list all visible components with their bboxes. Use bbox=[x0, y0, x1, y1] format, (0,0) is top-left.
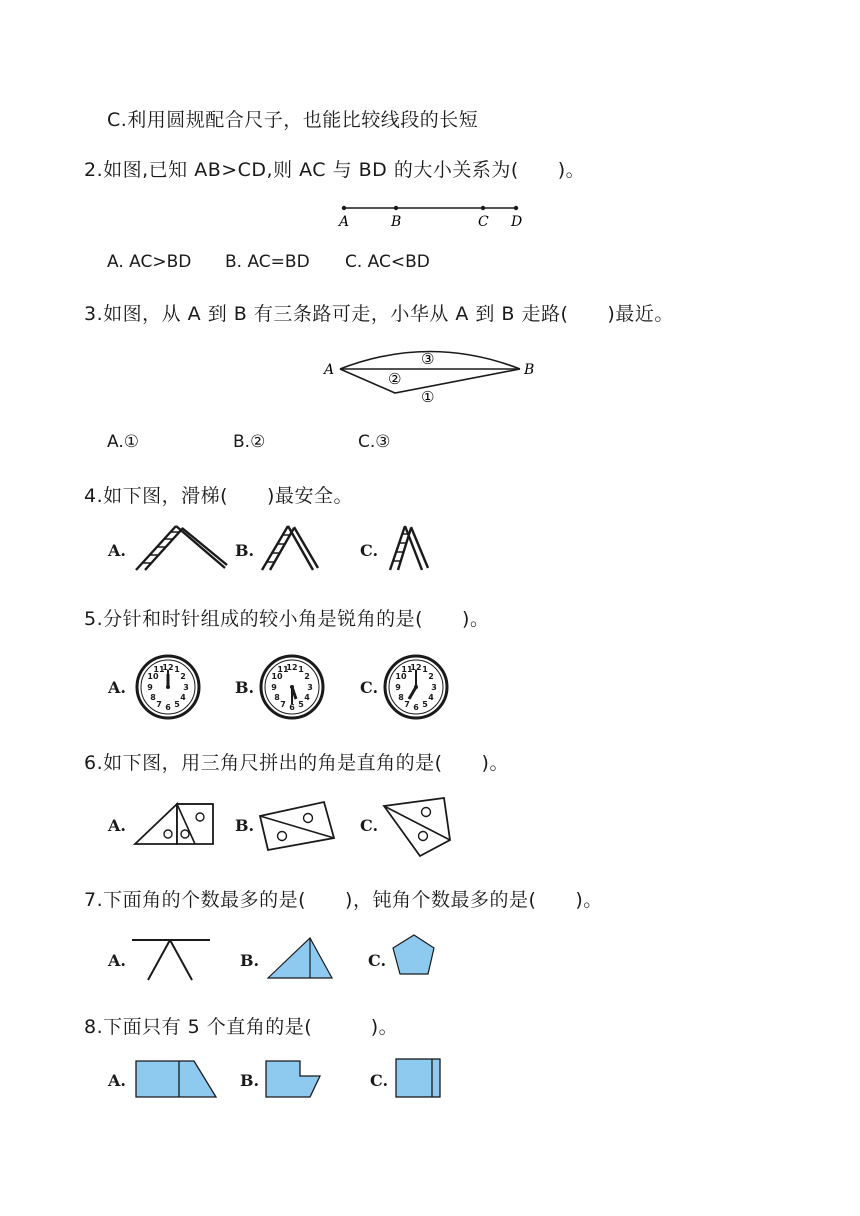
q7-label-a: A. bbox=[108, 951, 126, 970]
q6-stem: 6.如下图，用三角尺拼出的角是直角的是( )。 bbox=[84, 752, 509, 774]
q3-stem: 3.如图，从 A 到 B 有三条路可走，小华从 A 到 B 走路( )最近。 bbox=[84, 303, 674, 325]
svg-text:7: 7 bbox=[280, 700, 286, 709]
svg-text:3: 3 bbox=[307, 683, 313, 692]
svg-text:12: 12 bbox=[162, 663, 174, 672]
q7-stem: 7.下面角的个数最多的是( )，钝角个数最多的是( )。 bbox=[84, 889, 603, 911]
q8-label-a: A. bbox=[108, 1071, 126, 1090]
q4-stem: 4.如下图，滑梯( )最安全。 bbox=[84, 485, 353, 507]
svg-text:4: 4 bbox=[304, 693, 310, 702]
q3-point-a: A bbox=[324, 362, 335, 378]
svg-text:10: 10 bbox=[147, 672, 159, 681]
svg-text:1: 1 bbox=[298, 665, 304, 674]
clock-b-icon bbox=[259, 654, 325, 720]
svg-text:2: 2 bbox=[180, 672, 186, 681]
set-square-a-icon bbox=[133, 800, 217, 848]
q2-point-b: B bbox=[391, 214, 402, 230]
svg-text:7: 7 bbox=[404, 700, 410, 709]
clock-a-icon bbox=[135, 654, 201, 720]
slide-c-icon bbox=[384, 522, 432, 574]
q2-point-c: C bbox=[478, 214, 489, 230]
angles-a-icon bbox=[130, 934, 212, 984]
svg-text:2: 2 bbox=[304, 672, 310, 681]
svg-text:4: 4 bbox=[428, 693, 434, 702]
clock-c-icon bbox=[383, 654, 449, 720]
shape-a-icon bbox=[134, 1059, 220, 1101]
svg-text:10: 10 bbox=[271, 672, 283, 681]
q3-option-b: B.② bbox=[233, 432, 266, 452]
svg-text:9: 9 bbox=[271, 683, 277, 692]
svg-text:8: 8 bbox=[398, 693, 404, 702]
slide-a-icon bbox=[132, 522, 232, 574]
q3-route-3: ③ bbox=[421, 350, 435, 368]
q4-label-c: C. bbox=[360, 541, 379, 560]
slide-b-icon bbox=[258, 522, 320, 574]
q2-point-a: A bbox=[339, 214, 350, 230]
q2-segment-figure bbox=[330, 196, 530, 228]
q2-option-b: B. AC=BD bbox=[225, 252, 310, 272]
svg-text:4: 4 bbox=[180, 693, 186, 702]
shape-c-icon bbox=[394, 1057, 444, 1099]
q5-label-a: A. bbox=[108, 678, 126, 697]
q5-stem: 5.分针和时针组成的较小角是锐角的是( )。 bbox=[84, 608, 490, 630]
q2-option-a: A. AC>BD bbox=[107, 252, 192, 272]
svg-text:1: 1 bbox=[422, 665, 428, 674]
svg-text:6: 6 bbox=[165, 703, 171, 712]
q4-label-a: A. bbox=[108, 541, 126, 560]
shape-b-icon bbox=[264, 1059, 324, 1101]
q5-label-c: C. bbox=[360, 678, 379, 697]
q6-label-b: B. bbox=[235, 816, 255, 835]
q3-point-b: B bbox=[524, 362, 535, 378]
svg-text:10: 10 bbox=[395, 672, 407, 681]
q8-label-c: C. bbox=[370, 1071, 389, 1090]
set-square-b-icon bbox=[256, 798, 338, 854]
svg-text:7: 7 bbox=[156, 700, 162, 709]
svg-text:1: 1 bbox=[174, 665, 180, 674]
q7-label-b: B. bbox=[240, 951, 260, 970]
q3-option-c: C.③ bbox=[358, 432, 391, 452]
q3-route-1: ① bbox=[421, 388, 435, 406]
q3-option-a: A.① bbox=[107, 432, 139, 452]
q3-routes-figure bbox=[320, 340, 540, 410]
triangle-b-icon bbox=[266, 934, 336, 982]
set-square-c-icon bbox=[382, 796, 454, 860]
q8-label-b: B. bbox=[240, 1071, 260, 1090]
svg-text:5: 5 bbox=[298, 700, 304, 709]
q6-label-a: A. bbox=[108, 816, 126, 835]
svg-text:5: 5 bbox=[422, 700, 428, 709]
svg-text:11: 11 bbox=[277, 665, 289, 674]
q2-stem: 2.如图,已知 AB>CD,则 AC 与 BD 的大小关系为( )。 bbox=[84, 159, 586, 181]
svg-text:3: 3 bbox=[431, 683, 437, 692]
q8-stem: 8.下面只有 5 个直角的是( )。 bbox=[84, 1016, 399, 1038]
svg-text:11: 11 bbox=[401, 665, 413, 674]
svg-text:9: 9 bbox=[147, 683, 153, 692]
q7-label-c: C. bbox=[368, 951, 387, 970]
svg-text:11: 11 bbox=[153, 665, 165, 674]
q1-option-c: C.利用圆规配合尺子，也能比较线段的长短 bbox=[107, 109, 479, 131]
svg-text:5: 5 bbox=[174, 700, 180, 709]
svg-text:12: 12 bbox=[410, 663, 422, 672]
svg-text:3: 3 bbox=[183, 683, 189, 692]
q4-label-b: B. bbox=[235, 541, 255, 560]
q3-route-2: ② bbox=[388, 370, 402, 388]
svg-text:6: 6 bbox=[413, 703, 419, 712]
q5-label-b: B. bbox=[235, 678, 255, 697]
svg-text:12: 12 bbox=[286, 663, 298, 672]
q2-point-d: D bbox=[511, 214, 523, 230]
svg-text:9: 9 bbox=[395, 683, 401, 692]
pentagon-c-icon bbox=[390, 932, 438, 980]
q6-label-c: C. bbox=[360, 816, 379, 835]
q2-option-c: C. AC<BD bbox=[345, 252, 430, 272]
svg-text:8: 8 bbox=[274, 693, 280, 702]
svg-text:8: 8 bbox=[150, 693, 156, 702]
svg-text:6: 6 bbox=[289, 703, 295, 712]
svg-text:2: 2 bbox=[428, 672, 434, 681]
